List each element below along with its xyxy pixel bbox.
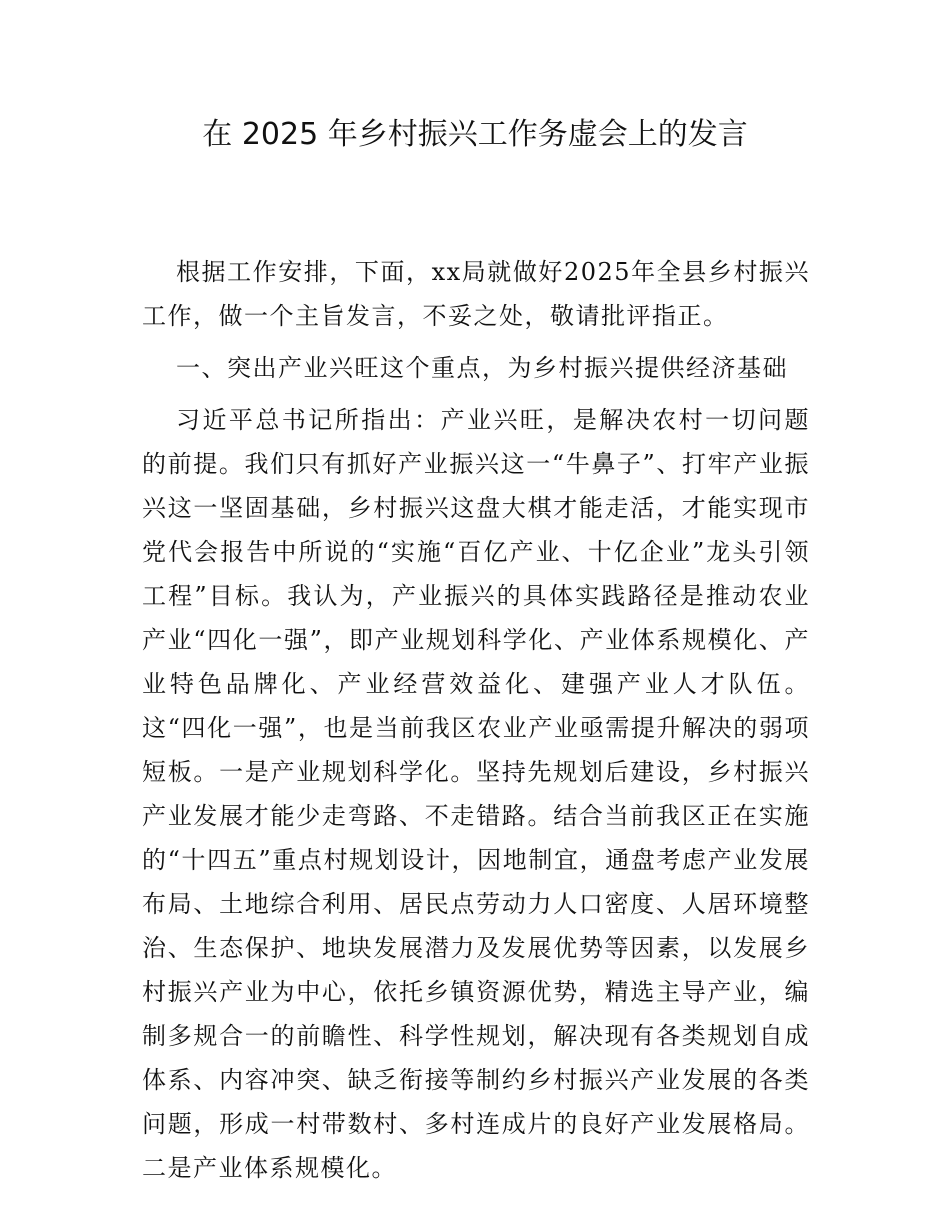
document-title: 在 2025 年乡村振兴工作务虚会上的发言 (202, 117, 748, 152)
section-heading-1: 一、突出产业兴旺这个重点，为乡村振兴提供经济基础 (176, 354, 788, 382)
intro-paragraph: 根据工作安排，下面，xx局就做好2025年全县乡村振兴工作，做一个主旨发言，不妥之处，敬请批评指正。 (142, 258, 810, 330)
document-body (142, 250, 810, 1190)
body-paragraph: 习近平总书记所指出：产业兴旺，是解决农村一切问题的前提。我们只有抓好产业振兴这一“牛鼻子”、打牢产业振兴这一坚固基础，乡村振兴这盘大棋才能走活，才能实现市党代会报告中所说的“实施“百亿产业、十亿企业”龙头引领工程”目标。我认为，产业振兴的具体实践路径是推动农业产业“四化一强”，即产业规划科学化、产业体系规模化、产业特色品牌化、产业经营效益化、建强产业人才队伍。这“四化一强”，也是当前我区农业产业亟需提升解决的弱项短板。一是产业规划科学化。坚持先规划后建设，乡村振兴产业发展才能少走弯路、不走错路。结合当前我区正在实施的“十四五”重点村规划设计，因地制宜，通盘考虑产业发展布局、土地综合利用、居民点劳动力人口密度、人居环境整治、生态保护、地块发展潜力及发展优势等因素，以发展乡村振兴产业为中心，依托乡镇资源优势，精选主导产业，编制多规合一的前瞻性、科学性规划，解决现有各类规划自成体系、内容冲突、缺乏衔接等制约乡村振兴产业发展的各类问题，形成一村带数村、多村连成片的良好产业发展格局。二是产业体系规模化。 (142, 406, 810, 1182)
